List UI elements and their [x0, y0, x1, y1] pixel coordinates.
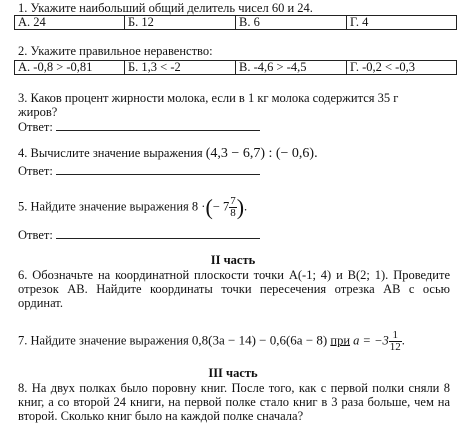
- answer-label: Ответ:: [18, 164, 53, 178]
- question-3-text-cont: жиров?: [18, 105, 58, 119]
- question-1-text: 1. Укажите наибольший общий делитель чисел 60 и 24.: [18, 1, 313, 15]
- question-2-text: 2. Укажите правильное неравенство:: [18, 44, 213, 58]
- question-1-options: [14, 15, 457, 30]
- answer-label: Ответ:: [18, 228, 53, 242]
- question-3-text: 3. Каков процент жирности молока, если в 1 кг молока содержится 35 г: [18, 91, 399, 105]
- coefficient: 8 ·: [191, 199, 206, 214]
- right-paren: ): [236, 194, 245, 220]
- denominator: 12: [389, 341, 401, 353]
- fraction: [229, 196, 237, 219]
- question-5: [18, 196, 247, 219]
- question-5-answer: [18, 227, 260, 242]
- question-5-text: 5. Найдите значение выражения: [18, 199, 189, 214]
- period: .: [401, 333, 405, 348]
- question-4-text: 4. Вычислите значение выражения: [18, 146, 203, 160]
- answer-label: Ответ:: [18, 120, 53, 134]
- option-g: Г. -0,2 < -0,3: [347, 61, 457, 75]
- question-7: [18, 330, 405, 353]
- option-v: В. -4,6 > -4,5: [236, 61, 347, 75]
- pri-word: при: [330, 333, 351, 348]
- left-paren: (: [205, 194, 213, 220]
- question-4-expression: (4,3 − 6,7) : (− 0,6).: [205, 146, 318, 161]
- numerator: 7: [230, 195, 236, 207]
- option-a: А. -0,8 > -0,81: [15, 61, 125, 75]
- option-g: Г. 4: [347, 16, 457, 30]
- option-a: А. 24: [15, 16, 125, 30]
- answer-field[interactable]: [56, 227, 260, 239]
- question-7-expression: 0,8(3a − 14) − 0,6(6a − 8): [191, 332, 328, 348]
- part-2-title: II часть: [210, 253, 256, 267]
- question-4-answer: [18, 163, 260, 178]
- numerator: 1: [389, 330, 402, 342]
- answer-field[interactable]: [56, 119, 260, 131]
- part-3-title: III часть: [208, 366, 258, 380]
- option-v: В. 6: [236, 16, 347, 30]
- question-2-options: [14, 60, 457, 75]
- question-4: [18, 146, 318, 161]
- option-b: Б. 12: [125, 16, 236, 30]
- question-3-answer: [18, 119, 260, 134]
- minus-whole: − 7: [212, 199, 230, 214]
- answer-field[interactable]: [56, 163, 260, 175]
- question-6-text: 6. Обозначьте на координатной плоскости точки A(-1; 4) и B(2; 1). Проведите отрезок АВ. Найдите координаты точки пересечения отрезка АВ с осью ординат.: [18, 268, 450, 310]
- option-b: Б. 1,3 < -2: [125, 61, 236, 75]
- a-equals: a = −3: [353, 333, 389, 348]
- fraction: [389, 330, 402, 353]
- period: .: [244, 199, 248, 214]
- question-7-text: 7. Найдите значение выражения: [18, 333, 189, 348]
- denominator: 8: [230, 207, 236, 219]
- question-8-text: 8. На двух полках было поровну книг. После того, как с первой полки сняли 8 книг, а со второй 24 книги, на первой полке стало книг в 3 раза больше, чем на второй. Сколько книг было на каждой полке сначала?: [18, 381, 450, 423]
